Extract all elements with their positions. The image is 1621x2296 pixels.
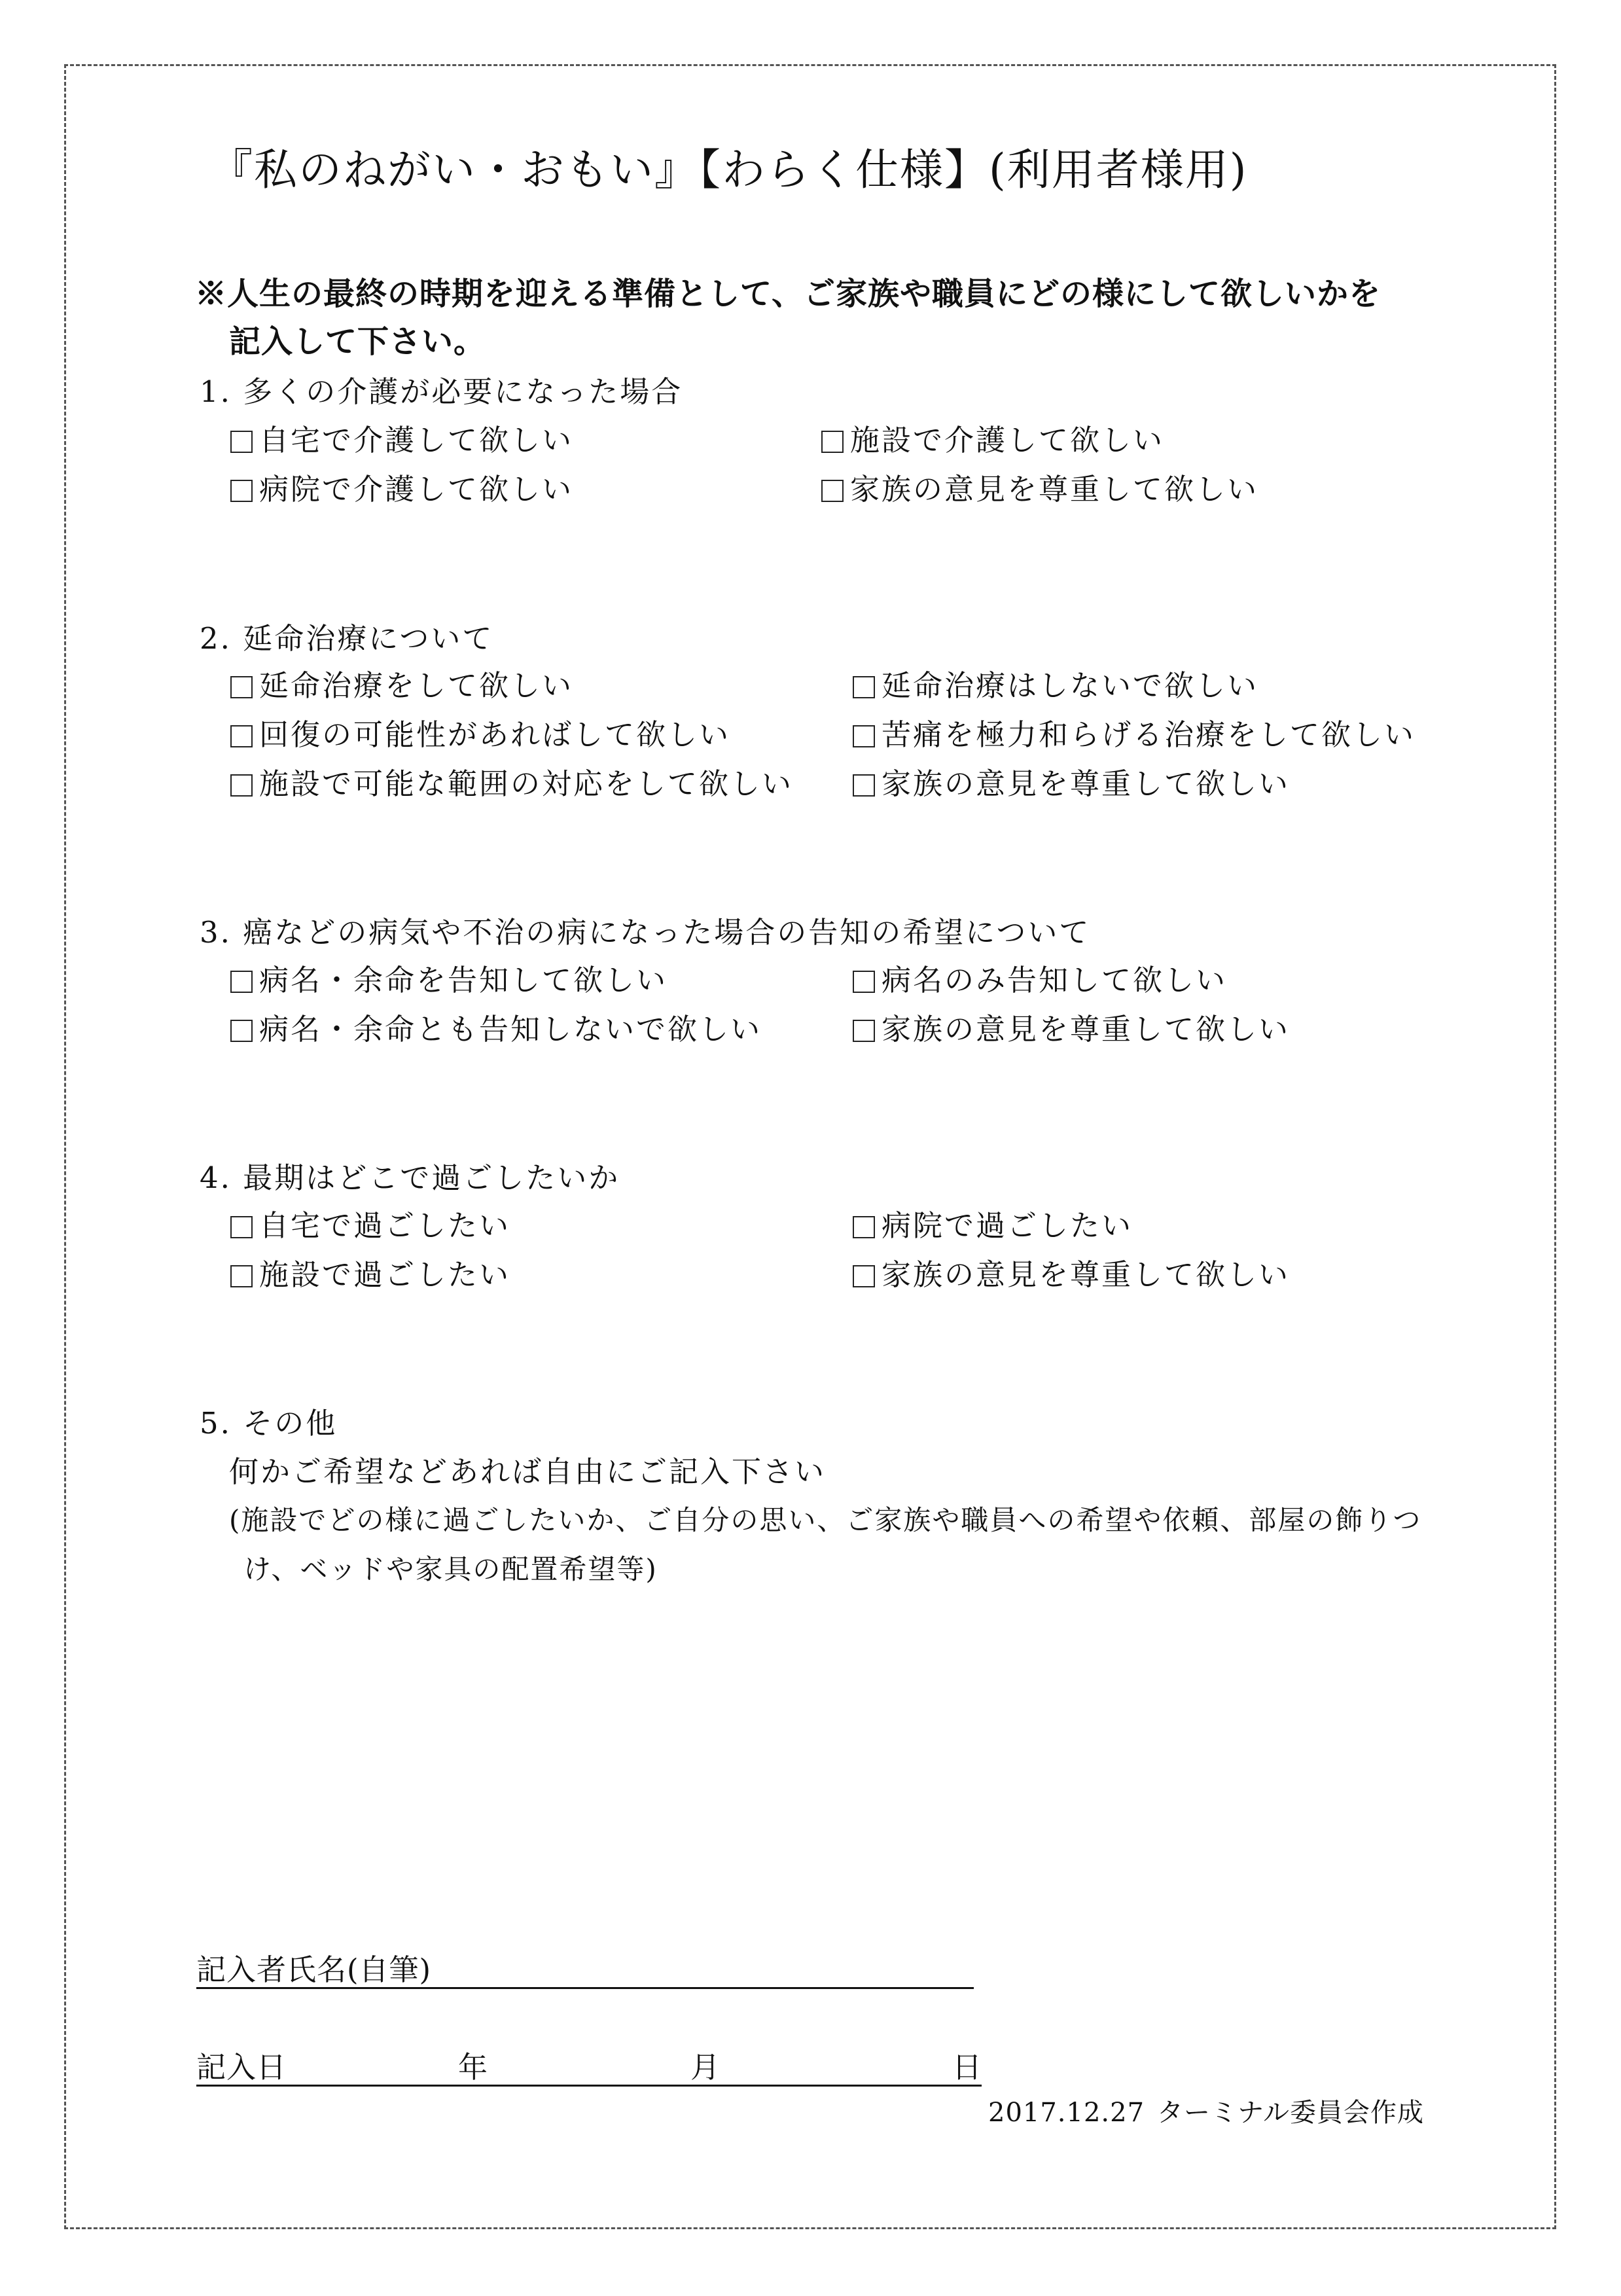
entry-month-label: 月 bbox=[690, 2050, 721, 2085]
option-pain-relief[interactable] bbox=[853, 715, 1416, 755]
option-family-opinion-4[interactable] bbox=[853, 1255, 1290, 1295]
option-hospital-care[interactable] bbox=[230, 470, 573, 509]
checkbox[interactable] bbox=[853, 1265, 875, 1287]
entry-year-label: 年 bbox=[458, 2050, 489, 2085]
signature-name-label: 記入者氏名(自筆) bbox=[196, 1952, 432, 1987]
checkbox[interactable] bbox=[853, 1020, 875, 1042]
checkbox[interactable] bbox=[853, 1216, 875, 1238]
footer-author: ターミナル委員会作成 bbox=[1157, 2098, 1424, 2128]
intro-line-2: 記入して下さい。 bbox=[229, 323, 486, 360]
option-label: 苦痛を極力和らげる治療をして欲しい bbox=[882, 717, 1416, 752]
checkbox[interactable] bbox=[230, 774, 253, 797]
checkbox[interactable] bbox=[821, 480, 844, 502]
checkbox[interactable] bbox=[230, 725, 253, 747]
option-label: 施設で介護して欲しい bbox=[850, 423, 1165, 457]
option-life-prolonging-no[interactable] bbox=[853, 666, 1258, 706]
checkbox[interactable] bbox=[230, 1216, 253, 1238]
checkbox[interactable] bbox=[853, 676, 875, 698]
option-label: 回復の可能性があればして欲しい bbox=[259, 717, 731, 752]
option-stay-home[interactable] bbox=[230, 1206, 510, 1246]
free-text-note-line-1: (施設でどの様に過ごしたいか、ご自分の思い、ご家族や職員への希望や依頼、部屋の飾りつ bbox=[229, 1504, 1422, 1536]
option-label: 施設で可能な範囲の対応をして欲しい bbox=[259, 766, 794, 801]
checkbox[interactable] bbox=[230, 676, 253, 698]
option-label: 家族の意見を尊重して欲しい bbox=[882, 1257, 1291, 1292]
checkbox[interactable] bbox=[230, 431, 253, 453]
option-home-care[interactable] bbox=[230, 421, 573, 460]
option-label: 延命治療はしないで欲しい bbox=[882, 668, 1259, 703]
option-label: 自宅で介護して欲しい bbox=[259, 423, 574, 457]
checkbox[interactable] bbox=[230, 480, 253, 502]
intro-line-1: ※人生の最終の時期を迎える準備として、ご家族や職員にどの様にして欲しいかを bbox=[195, 276, 1381, 312]
option-label: 自宅で過ごしたい bbox=[259, 1208, 511, 1243]
option-label: 家族の意見を尊重して欲しい bbox=[882, 766, 1291, 801]
section-5-heading: 5. その他 bbox=[200, 1406, 338, 1441]
checkbox[interactable] bbox=[230, 971, 253, 993]
footer-date: 2017.12.27 bbox=[988, 2098, 1145, 2128]
entry-date-label: 記入日 bbox=[196, 2050, 287, 2085]
option-label: 病名のみ告知して欲しい bbox=[882, 963, 1228, 997]
option-disclose-name-only[interactable] bbox=[853, 961, 1227, 1000]
option-disclose-none[interactable] bbox=[230, 1010, 762, 1049]
signature-name-field[interactable] bbox=[196, 1987, 974, 1989]
option-label: 病院で介護して欲しい bbox=[259, 472, 574, 507]
option-label: 家族の意見を尊重して欲しい bbox=[850, 472, 1259, 507]
option-label: 病院で過ごしたい bbox=[882, 1208, 1133, 1243]
section-1-heading: 1. 多くの介護が必要になった場合 bbox=[200, 374, 683, 409]
option-stay-hospital[interactable] bbox=[853, 1206, 1133, 1246]
section-2-heading: 2. 延命治療について bbox=[200, 621, 494, 656]
option-life-prolonging-yes[interactable] bbox=[230, 666, 573, 706]
entry-date-field[interactable] bbox=[196, 2085, 982, 2087]
option-disclose-all[interactable] bbox=[230, 961, 668, 1000]
checkbox[interactable] bbox=[853, 971, 875, 993]
option-label: 施設で過ごしたい bbox=[259, 1257, 511, 1292]
section-4-heading: 4. 最期はどこで過ごしたいか bbox=[200, 1160, 620, 1195]
section-3-heading: 3. 癌などの病気や不治の病になった場合の告知の希望について bbox=[200, 915, 1091, 950]
checkbox[interactable] bbox=[853, 774, 875, 797]
option-facility-range[interactable] bbox=[230, 764, 793, 804]
entry-day-label: 日 bbox=[952, 2050, 983, 2085]
option-label: 延命治療をして欲しい bbox=[259, 668, 574, 703]
free-text-prompt: 何かご希望などあれば自由にご記入下さい bbox=[229, 1454, 827, 1489]
option-family-opinion-2[interactable] bbox=[853, 764, 1290, 804]
checkbox[interactable] bbox=[230, 1020, 253, 1042]
option-stay-facility[interactable] bbox=[230, 1255, 510, 1295]
free-text-note-line-2: け、ベッドや家具の配置希望等) bbox=[243, 1553, 658, 1585]
option-label: 病名・余命を告知して欲しい bbox=[259, 963, 668, 997]
option-label: 病名・余命とも告知しないで欲しい bbox=[259, 1012, 762, 1047]
page-title: 『私のねがい・おもい』【わらく仕様】(利用者様用) bbox=[209, 145, 1248, 195]
option-family-opinion-3[interactable] bbox=[853, 1010, 1290, 1049]
checkbox[interactable] bbox=[230, 1265, 253, 1287]
option-label: 家族の意見を尊重して欲しい bbox=[882, 1012, 1291, 1047]
checkbox[interactable] bbox=[821, 431, 844, 453]
option-family-opinion-1[interactable] bbox=[821, 470, 1258, 509]
checkbox[interactable] bbox=[853, 725, 875, 747]
option-if-recovery-possible[interactable] bbox=[230, 715, 730, 755]
option-facility-care[interactable] bbox=[821, 421, 1164, 460]
